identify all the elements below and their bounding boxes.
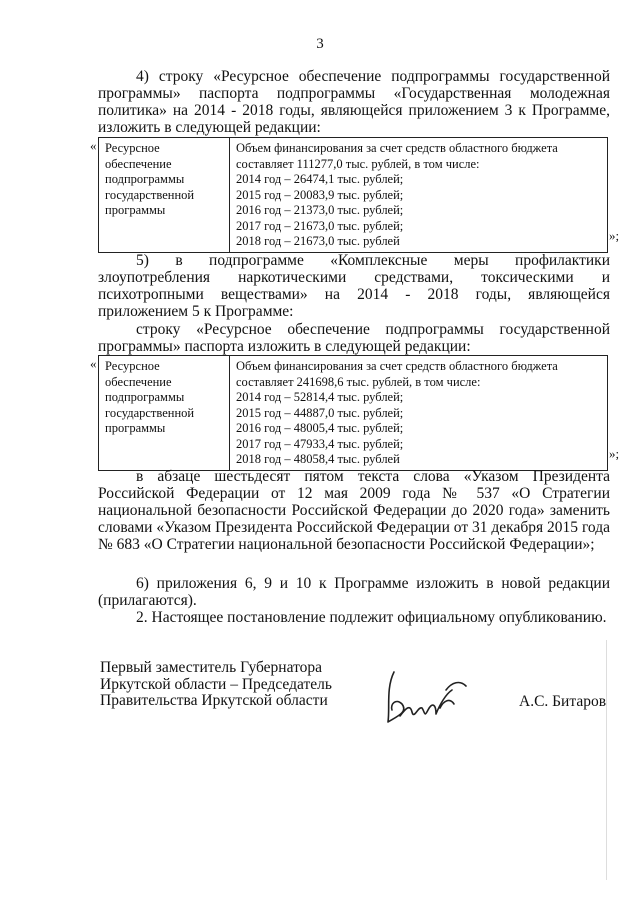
paragraph-item-4: 4) строку «Ресурсное обеспечение подпрограммы государственной программы» паспорта подпрограммы «Государственная молодежная политика» на 2014 - 2018 годы, являющейся приложением 3 к Программе, изложить в следующей редакции: <box>98 68 610 136</box>
table1-line: Объем финансирования за счет средств областного бюджета <box>236 141 558 155</box>
signatory-position-line: Первый заместитель Губернатора <box>100 659 323 676</box>
table1-close-quote: »; <box>609 228 620 243</box>
table2-close-quote: »; <box>609 446 620 461</box>
table2-line: 2015 год – 44887,0 тыс. рублей; <box>236 405 404 420</box>
table-resources-drugs <box>98 355 608 471</box>
handwritten-signature <box>380 664 470 734</box>
table1-label-cell: Ресурсное обеспечение подпрограммы государственной программы <box>99 138 230 253</box>
signatory-position-line: Иркутской области – Председатель <box>100 675 332 693</box>
table1-line: составляет 111277,0 тыс. рублей, в том числе: <box>236 156 480 171</box>
paragraph-row-replace: строку «Ресурсное обеспечение подпрограммы государственной программы» паспорта изложить в следующей редакции: <box>98 321 610 355</box>
table1-line: 2014 год – 26474,1 тыс. рублей; <box>236 172 404 186</box>
table2-line: составляет 241698,6 тыс. рублей, в том числе: <box>236 374 481 389</box>
page-edge-line <box>606 640 607 880</box>
table1-line: 2016 год – 21373,0 тыс. рублей; <box>236 203 404 217</box>
signatory-position <box>100 660 332 710</box>
table2-line: 2016 год – 48005,4 тыс. рублей; <box>236 421 404 435</box>
table1-line: 2018 год – 21673,0 тыс. рублей <box>236 234 400 248</box>
paragraph-item-6: 6) приложения 6, 9 и 10 к Программе изложить в новой редакции (прилагаются). <box>98 575 610 609</box>
table2-value-cell <box>230 356 608 471</box>
table-resources-youth <box>98 137 608 253</box>
paragraph-publication: 2. Настоящее постановление подлежит официальному опубликованию. <box>136 609 607 626</box>
table1-line: 2015 год – 20083,9 тыс. рублей; <box>236 187 404 202</box>
table2-open-quote: « <box>90 356 97 371</box>
table2-label-cell: Ресурсное обеспечение подпрограммы государственной программы <box>99 356 230 471</box>
paragraph-item-5: 5) в подпрограмме «Комплексные меры профилактики злоупотребления наркотическими средствами, токсическими и психотропными веществами» на 2014 - 2018 годы, являющейся приложением 5 к Программе: <box>98 252 610 320</box>
table2-line: 2017 год – 47933,4 тыс. рублей; <box>236 436 404 451</box>
table1-line: 2017 год – 21673,0 тыс. рублей; <box>236 218 404 233</box>
signatory-name: А.С. Битаров <box>519 693 607 710</box>
signatory-position-line: Правительства Иркутской области <box>100 692 328 709</box>
paragraph-abzac: в абзаце шестьдесят пятом текста слова «Указом Президента Российской Федерации от 12 мая 2009 года № 537 «О Стратегии национальной безопасности Российской Федерации до 2020 года» заменить словами «Указом Президента Российской Федерации от 31 декабря 2015 года № 683 «О Стратегии национальной безопасности Российской Федерации»; <box>98 468 610 553</box>
table1-value-cell <box>230 138 608 253</box>
page-number: 3 <box>316 36 324 52</box>
table2-line: 2014 год – 52814,4 тыс. рублей; <box>236 390 404 404</box>
table2-line: 2018 год – 48058,4 тыс. рублей <box>236 452 400 466</box>
table2-line: Объем финансирования за счет средств областного бюджета <box>236 359 558 373</box>
table1-open-quote: « <box>90 138 97 153</box>
